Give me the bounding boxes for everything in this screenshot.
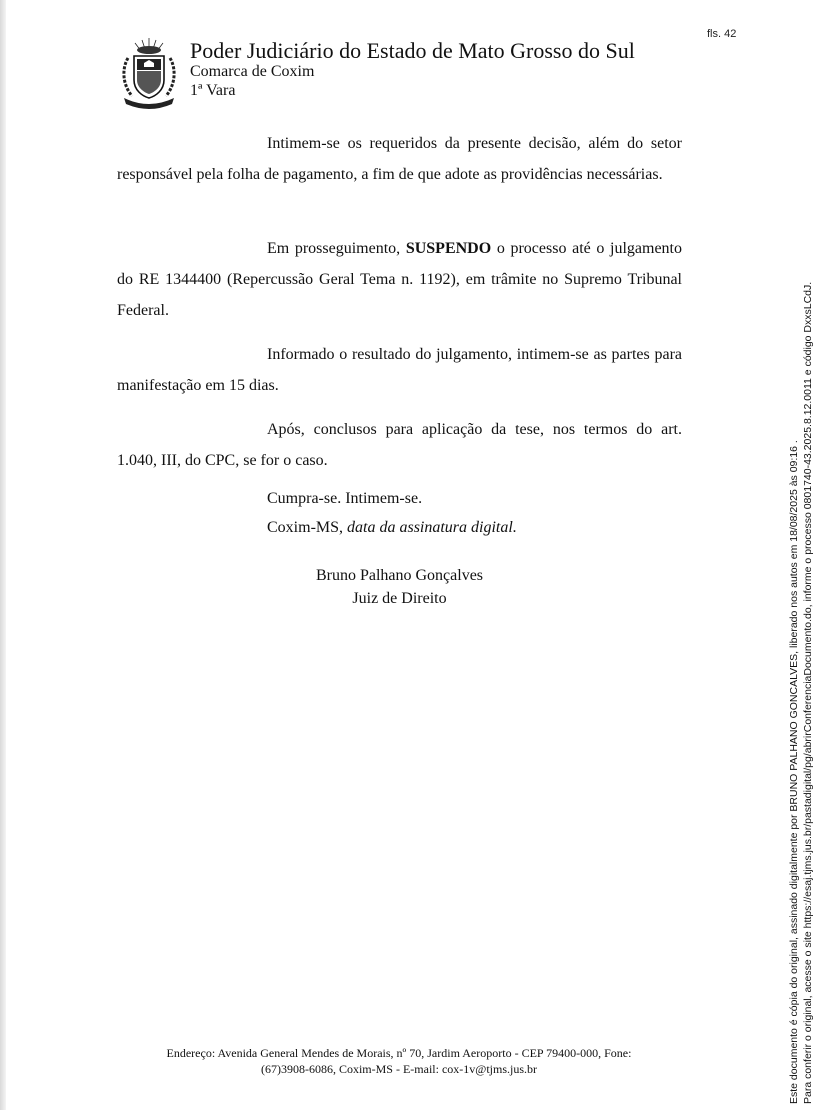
court-header (118, 36, 635, 108)
paragraph-resultado (117, 339, 682, 401)
paragraph-conclusos (117, 414, 682, 476)
paragraph-text: Em prosseguimento, (267, 240, 406, 257)
closing-block (267, 484, 517, 542)
paragraph-text: Intimem-se os requeridos da presente decisão, além do setor responsável pela folha de pagamento, a fim de que adote as providências necessárias. (117, 135, 682, 183)
paragraph-text: Informado o resultado do julgamento, intimem-se as partes para manifestação em 15 dias. (117, 346, 682, 394)
paragraph-text: Após, conclusos para aplicação da tese, nos termos do art. 1.040, III, do CPC, se for o caso. (117, 421, 682, 469)
suspendo-emphasis: SUSPENDO (405, 240, 492, 257)
page-number-label: fls. 42 (707, 28, 737, 40)
court-name: Poder Judiciário do Estado de Mato Grosso do Sul (190, 38, 635, 63)
place: Coxim-MS, (267, 519, 348, 536)
vara-name: 1ª Vara (190, 81, 236, 99)
paragraph-suspensao (117, 233, 682, 326)
footer-address (110, 1045, 688, 1077)
comarca-name: Comarca de Coxim (190, 63, 315, 81)
place-and-date (267, 513, 517, 542)
judge-name: Bruno Palhano Gonçalves (315, 567, 484, 584)
digital-signature-note (787, 174, 815, 1104)
signature-note-line-1: Este documento é cópia do original, assinado digitalmente por BRUNO PALHANO GONCALVES, liberado nos autos em 18/08/2025 às 09:16 . (788, 440, 800, 1104)
paragraph-intimacao (117, 128, 682, 190)
date-note: data da assinatura digital. (347, 519, 517, 536)
judge-role: Juiz de Direito (352, 590, 447, 607)
footer-line-2: (67)3908-6086, Coxim-MS - E-mail: cox-1v@tjms.jus.br (260, 1062, 538, 1076)
footer-line-1: Endereço: Avenida General Mendes de Morais, nº 70, Jardim Aeroporto - CEP 79400-000, Fone: (166, 1046, 632, 1060)
page-edge (0, 0, 6, 1110)
closing-order: Cumpra-se. Intimem-se. (267, 490, 423, 507)
paragraph-text: o processo até o julgamento do RE 1344400 (Repercussão Geral Tema n. 1192), em trâmite no Supremo Tribunal Federal. (117, 240, 682, 319)
signature-note-line-2: Para conferir o original, acesse o site https://esaj.tjms.jus.br/pastadigital/pg/abrirConferenciaDocumento.do, informe o processo 0801740-43.2025.8.12.0011 e código DxxsLCdJ. (802, 281, 814, 1104)
signature-block (117, 564, 682, 610)
coat-of-arms-icon (118, 36, 180, 108)
